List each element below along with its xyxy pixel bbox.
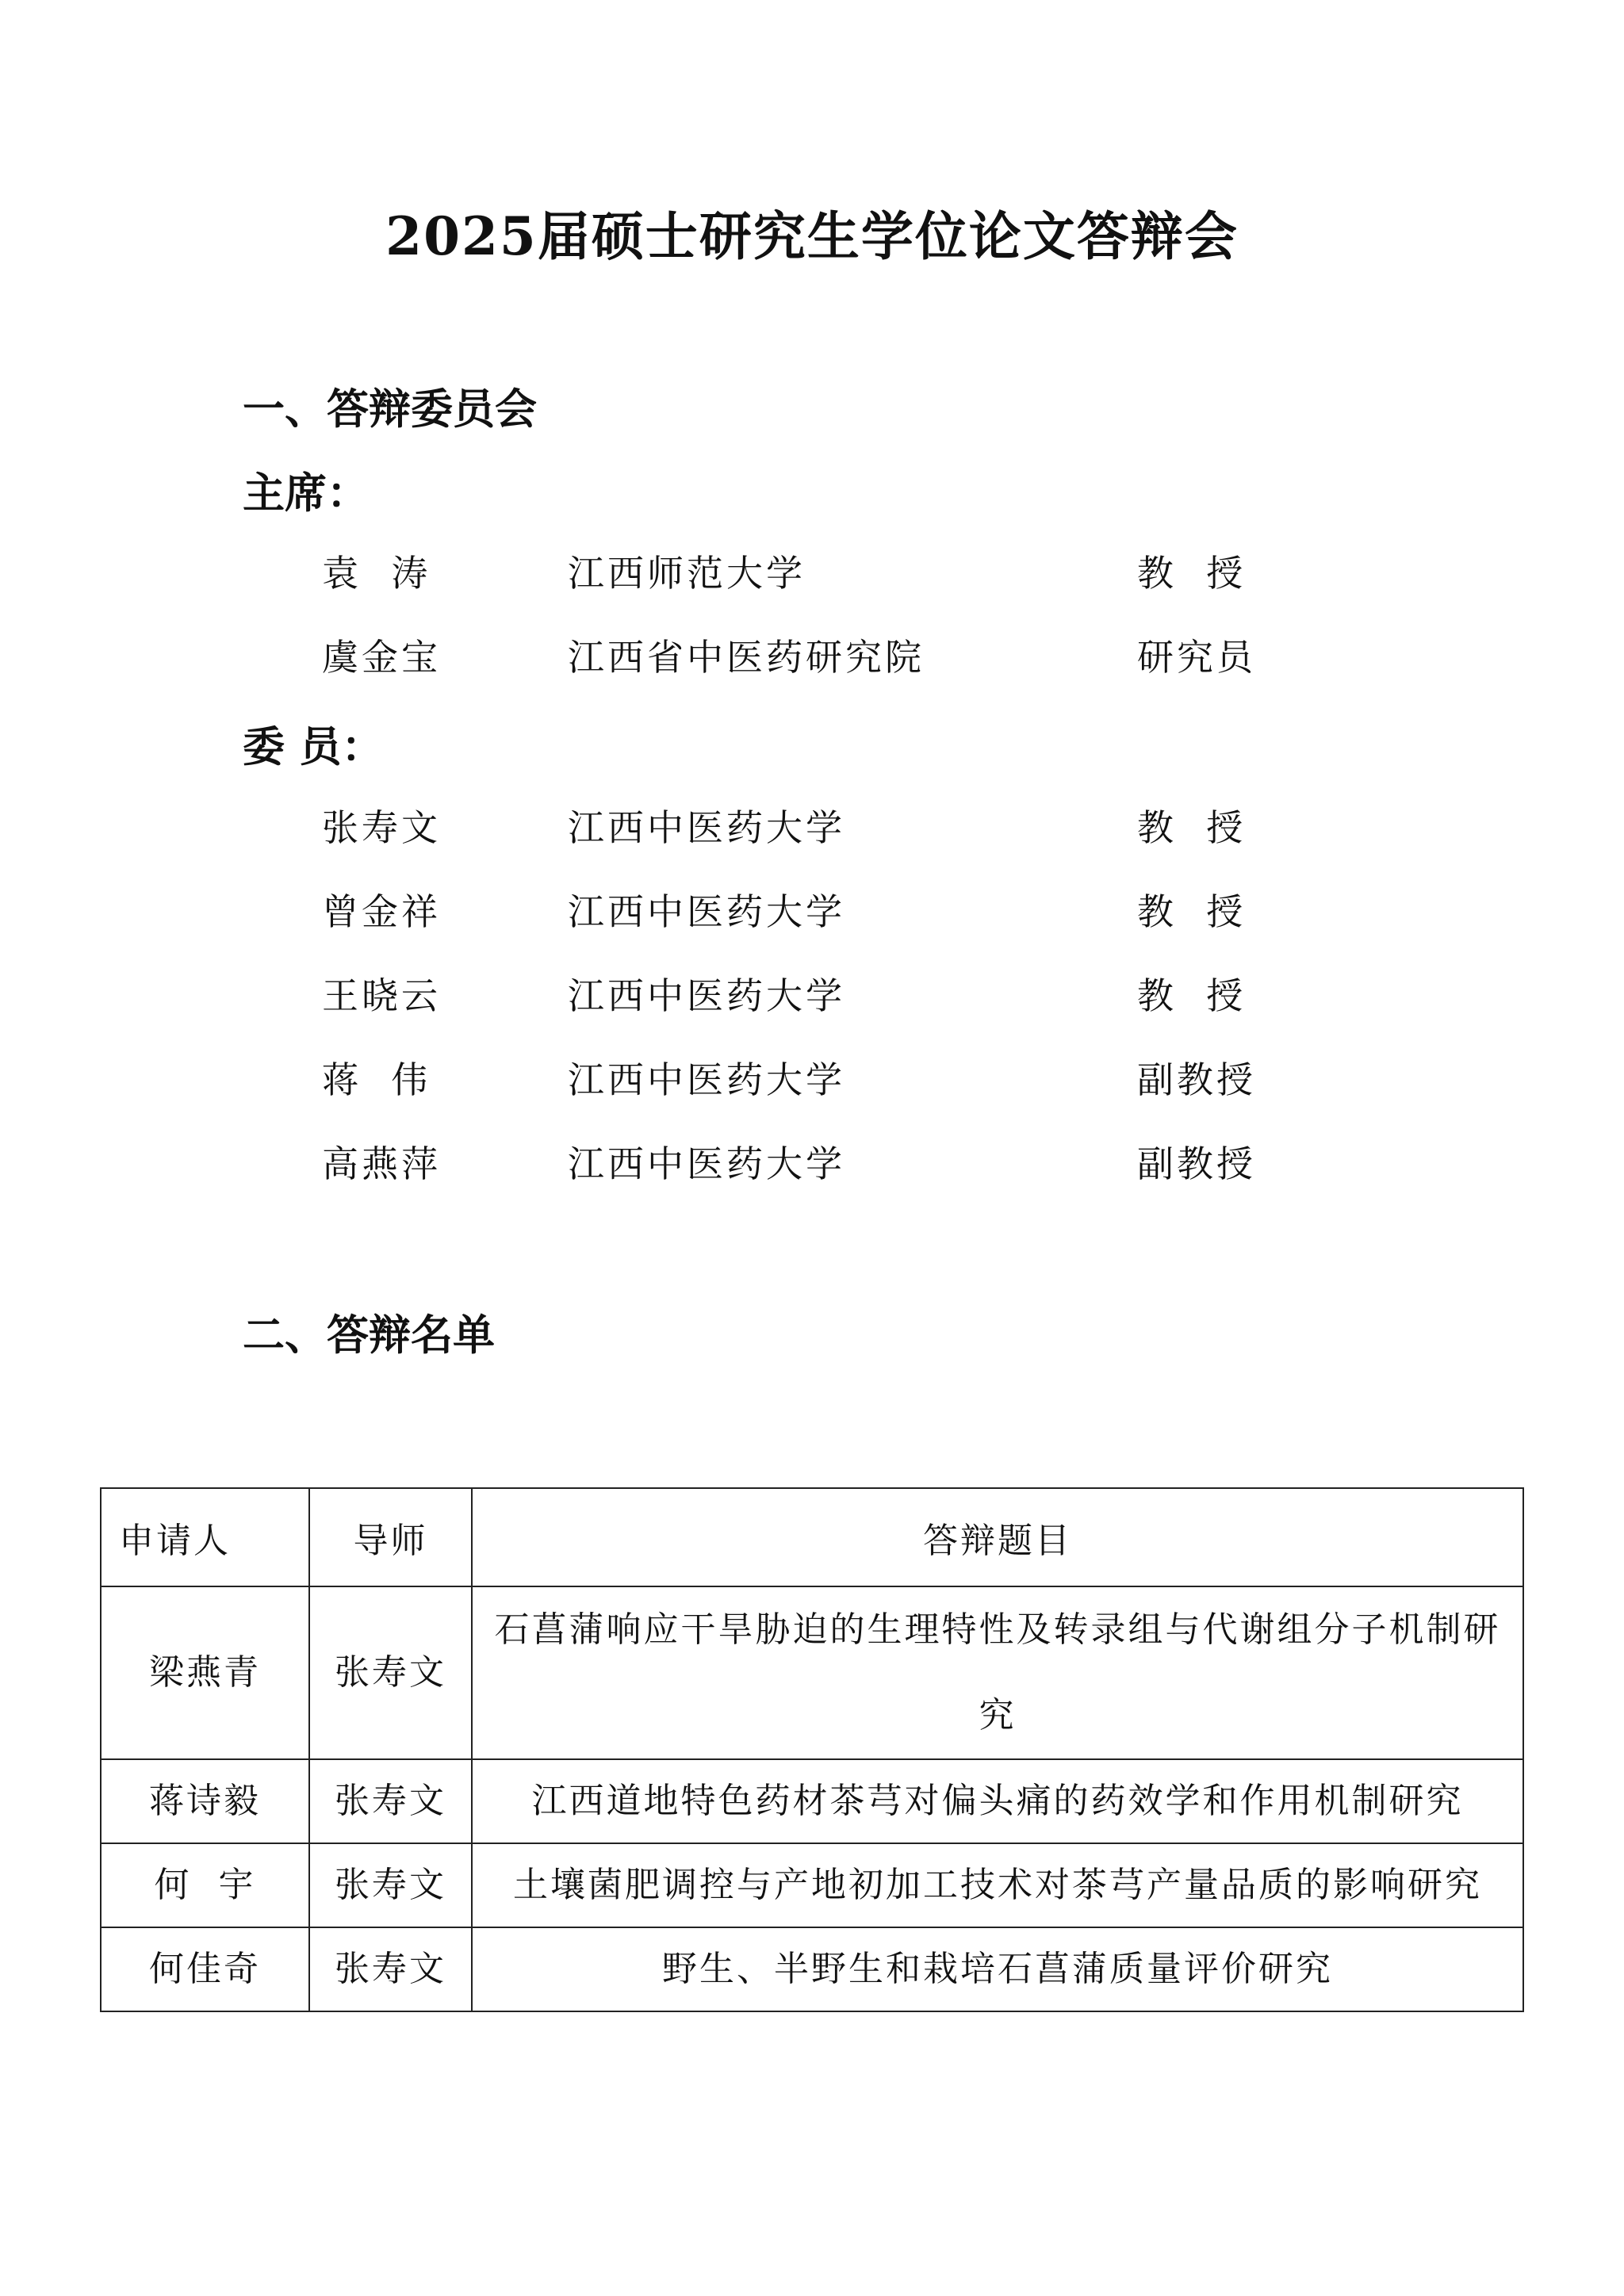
advisor-cell: 张寿文 xyxy=(309,1759,472,1843)
table-row xyxy=(101,1927,1523,2011)
advisor-cell: 张寿文 xyxy=(309,1927,472,2011)
member-name: 王晓云 xyxy=(322,974,441,1017)
defense-table xyxy=(100,1487,1524,2012)
topic-cell: 江西道地特色药材茶芎对偏头痛的药效学和作用机制研究 xyxy=(472,1759,1523,1843)
member-org: 江西中医药大学 xyxy=(568,1058,845,1101)
member-title: 教 授 xyxy=(1137,890,1247,933)
table-row xyxy=(101,1759,1523,1843)
table-row xyxy=(101,1843,1523,1927)
member-org: 江西中医药大学 xyxy=(568,890,845,933)
table-header-row xyxy=(101,1488,1523,1586)
member-label: 委 员： xyxy=(243,722,384,771)
topic-cell: 土壤菌肥调控与产地初加工技术对茶芎产量品质的影响研究 xyxy=(472,1843,1523,1927)
column-header-applicant: 申请人 xyxy=(101,1488,309,1586)
topic-cell: 石菖蒲响应干旱胁迫的生理特性及转录组与代谢组分子机制研究 xyxy=(472,1586,1523,1759)
applicant-cell: 梁燕青 xyxy=(101,1586,309,1759)
applicant-cell: 何 宇 xyxy=(101,1843,309,1927)
table-row xyxy=(101,1586,1523,1759)
member-title: 研究员 xyxy=(1137,636,1256,679)
member-row xyxy=(0,1054,1624,1105)
member-name: 蒋 伟 xyxy=(322,1058,431,1101)
member-title: 教 授 xyxy=(1137,552,1247,595)
member-name: 张寿文 xyxy=(322,806,441,849)
member-name: 袁 涛 xyxy=(322,552,431,595)
applicant-cell: 蒋诗毅 xyxy=(101,1759,309,1843)
member-title: 教 授 xyxy=(1137,974,1247,1017)
column-header-topic: 答辩题目 xyxy=(472,1488,1523,1586)
member-row xyxy=(0,1138,1624,1189)
member-name: 曾金祥 xyxy=(322,890,441,933)
column-header-advisor: 导师 xyxy=(309,1488,472,1586)
member-name: 高燕萍 xyxy=(322,1142,441,1185)
advisor-cell: 张寿文 xyxy=(309,1843,472,1927)
member-row xyxy=(0,802,1624,853)
member-title: 副教授 xyxy=(1137,1142,1256,1185)
member-title: 教 授 xyxy=(1137,806,1247,849)
member-row xyxy=(0,970,1624,1021)
member-title: 副教授 xyxy=(1137,1058,1256,1101)
applicant-cell: 何佳奇 xyxy=(101,1927,309,2011)
member-org: 江西中医药大学 xyxy=(568,974,845,1017)
chair-row xyxy=(0,548,1624,599)
member-name: 虞金宝 xyxy=(322,636,441,679)
member-row xyxy=(0,886,1624,937)
topic-cell: 野生、半野生和栽培石菖蒲质量评价研究 xyxy=(472,1927,1523,2011)
member-org: 江西中医药大学 xyxy=(568,806,845,849)
member-org: 江西省中医药研究院 xyxy=(568,636,925,679)
committee-heading: 一、答辩委员会 xyxy=(243,385,537,434)
chair-label: 主席： xyxy=(243,469,369,518)
member-org: 江西中医药大学 xyxy=(568,1142,845,1185)
page-title: 2025届硕士研究生学位论文答辩会 xyxy=(385,205,1239,267)
member-org: 江西师范大学 xyxy=(568,552,806,595)
chair-row xyxy=(0,632,1624,683)
advisor-cell: 张寿文 xyxy=(309,1586,472,1759)
defense-list-heading: 二、答辩名单 xyxy=(243,1311,495,1360)
